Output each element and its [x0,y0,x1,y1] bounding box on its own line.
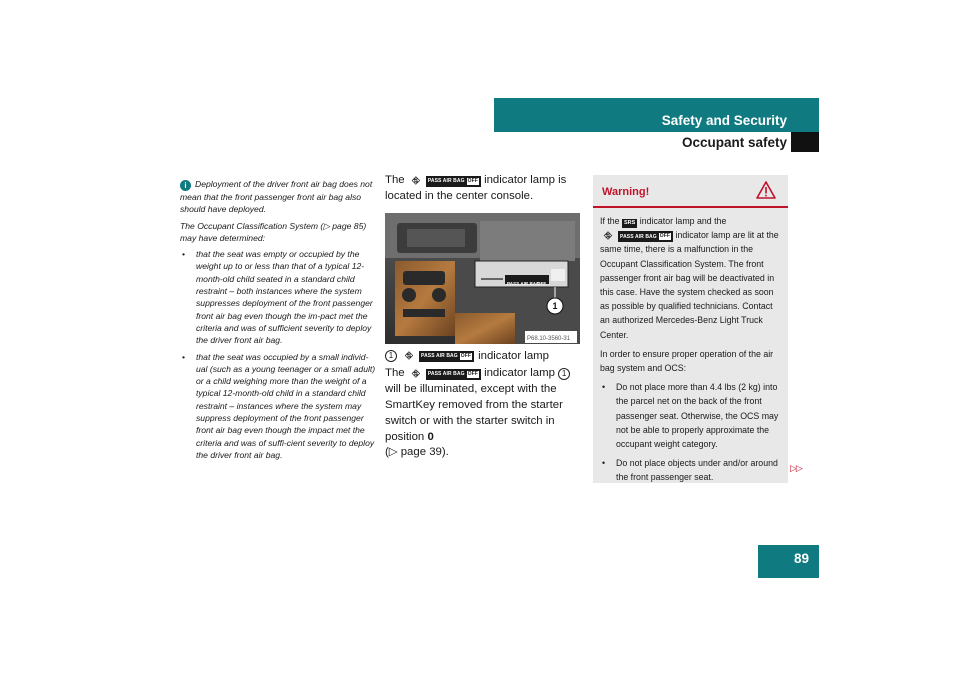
header-marker-block [791,132,819,152]
page-number-box [758,545,819,578]
photo-lamp-off: OFF [537,280,547,286]
info-intro: i Deployment of the driver front air bag does not mean that the front passenger front air bag also should have deployed. [180,179,373,215]
starter-position: 0 [427,430,434,443]
warning-box [593,175,788,483]
info-note-column [180,178,377,465]
list-item: • that the seat was empty or occupied by the weight up to or less than that of a typical 12-month-old child seated in a standard child restraint – both instances where the system suppresses deployment of the front passenger front air bag even though the im-pact met the criteria and was of sufficient severity to deploy the driver front air bag. [180,248,377,346]
callout-number: 1 [558,368,570,380]
list-item: • that the seat was occupied by a small individ-ual (such as a young teenager or a small adult) or a child weighing more than the weight of a typical 12-month-old child in a standard child restraint – instances where the system may suppress deployment of the front passenger front air bag even though the impact met the criteria and was of suffi-cient severity to deploy the driver front air bag. [180,351,377,462]
warning-title: Warning! [602,186,650,198]
center-console-illustration [385,213,580,344]
center-console-photo [385,213,580,344]
ocs-text: The Occupant Classification System (▷ page 85) may have determined: [180,220,367,243]
subsection-header [494,132,819,152]
pass-air-bag-off-lamp-icon: ⛗ PASS AIR BAG OFF [408,369,481,380]
warning-paragraph: In order to ensure proper operation of the air bag system and OCS: [600,348,774,374]
child-seat-icon: ⛗ [411,176,420,187]
intro-paragraph: The ⛗ PASS AIR BAG OFF indicator lamp is located in the center console. [385,174,567,202]
pass-air-bag-off-lamp-icon: ⛗ PASS AIR BAG OFF [401,351,474,362]
photo-lamp-label: PASS AIR BAG [507,280,540,286]
page-number: 89 [793,551,809,566]
warning-paragraph: If the SRS indicator lamp and the ⛗ PASS AIR BAG OFF indicator lamp are lit at the same time, there is a malfunction in the Occupant Classification System. The front passenger front air bag will be deactivated in this case. Have the system checked as soon as possible by qualified technicians. Contact an authorized Mercedes-Benz Light Truck Center. [600,216,779,340]
photo-caption: 1 ⛗ PASS AIR BAG OFF indicator lamp [385,349,581,365]
info-icon: i [180,180,191,191]
section-header-band [494,98,819,132]
main-text-column [385,173,581,461]
illumination-paragraph: The ⛗ PASS AIR BAG OFF indicator lamp 1 will be illuminated, except with the SmartKey removed from the starter switch or with the starter switch in position 0 (▷ page 39). [385,366,581,461]
warning-header [593,175,788,208]
callout-number: 1 [385,350,397,362]
photo-callout-number: 1 [552,300,558,311]
list-item: • Do not place objects under and/or around the front passenger seat. [600,456,780,484]
pass-air-bag-off-lamp-icon: ⛗ PASS AIR BAG OFF [408,176,481,187]
continued-marker: ▷▷ [790,463,802,473]
section-title: Safety and Security [661,113,787,128]
list-item: • Do not place more than 4.4 lbs (2 kg) into the parcel net on the back of the front passenger seat. Otherwise, the OCS may not be able to properly approximate the occupant weight category. [600,380,780,451]
warning-body [593,208,788,485]
page-reference-link[interactable]: (▷ page 39). [385,446,449,459]
srs-lamp-icon: SRS [624,220,636,226]
photo-reference-code: P68.10-3560-31 [527,335,571,342]
warning-triangle-icon [756,181,776,199]
pass-air-bag-off-lamp-icon: ⛗ PASS AIR BAG OFF [600,231,673,242]
subsection-title: Occupant safety [681,135,787,150]
